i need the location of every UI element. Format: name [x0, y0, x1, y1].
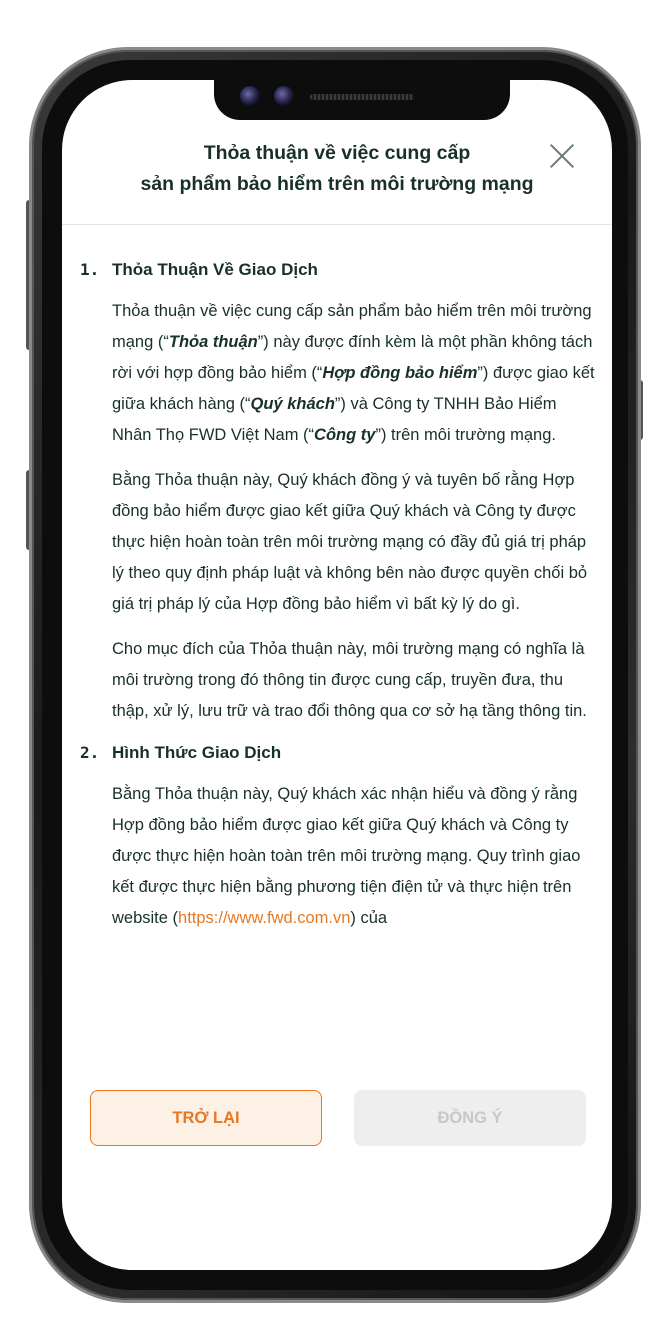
section-1-heading [80, 258, 600, 282]
modal-title-line-1: Thỏa thuận về việc cung cấp [203, 142, 471, 164]
close-icon[interactable] [548, 142, 576, 170]
section-1-title: Thỏa Thuận Về Giao Dịch [112, 260, 318, 279]
section-1-paragraph-2: Bằng Thỏa thuận này, Quý khách đồng ý và tuyên bố rằng Hợp đồng bảo hiểm được giao kết giữa Quý khách và Công ty được thực hiện hoàn toàn trên môi trường mạng có đầy đủ giá trị pháp lý theo quy định pháp luật và không bên nào được quyền chối bỏ giá trị pháp lý của Hợp đồng bảo hiểm vì bất kỳ lý do gì. [112, 471, 588, 613]
section-2-heading [80, 741, 600, 765]
agree-button[interactable]: ĐỒNG Ý [354, 1090, 586, 1146]
paragraph-text: ”) này được đính kèm là một phần không tách rời với hợp đồng bảo hiểm (“ [112, 333, 593, 382]
term-quy-khach: Quý khách [250, 395, 335, 413]
modal-title-line-2: sản phẩm bảo hiểm trên môi trường mạng [140, 173, 534, 195]
camera-icon [274, 86, 294, 106]
phone-screen [62, 80, 612, 1270]
section-2-paragraph-1 [112, 779, 600, 934]
section-2-title: Hình Thức Giao Dịch [112, 743, 282, 762]
fwd-website-link[interactable]: https://www.fwd.com.vn [178, 909, 351, 927]
back-button[interactable]: TRỞ LẠI [90, 1090, 322, 1146]
section-1-paragraph-3: Cho mục đích của Thỏa thuận này, môi trường mạng có nghĩa là môi trường trong đó thông tin được cung cấp, truyền đưa, thu thập, xử lý, lưu trữ và trao đổi thông qua cơ sở hạ tầng thông tin. [112, 640, 587, 720]
paragraph-text: Bằng Thỏa thuận này, Quý khách xác nhận hiểu và đồng ý rằng Hợp đồng bảo hiểm được giao kết giữa Quý khách và Công ty được thực hiện hoàn toàn trên môi trường mạng. Quy trình giao kết được thực hiện bằng phương tiện điện tử và thực hiện trên website ( [112, 785, 581, 927]
notch [214, 80, 510, 120]
modal-header [62, 138, 612, 216]
paragraph-text: ”) trên môi trường mạng. [375, 426, 556, 444]
header-divider [62, 224, 612, 225]
term-hop-dong-bao-hiem: Hợp đồng bảo hiểm [322, 364, 478, 382]
agreement-content[interactable] [80, 258, 600, 1088]
speaker-grille [310, 94, 414, 100]
section-2-number: 2. [80, 743, 100, 762]
section-1-number: 1. [80, 260, 100, 279]
paragraph-text: ”) được giao kết giữa khách hàng (“ [112, 364, 595, 413]
phone-frame [32, 50, 638, 1300]
term-thoa-thuan: Thỏa thuận [168, 333, 258, 351]
paragraph-text: ) của [350, 909, 388, 927]
paragraph-text: ”) và Công ty TNHH Bảo Hiểm Nhân Thọ FWD Việt Nam (“ [112, 395, 557, 444]
term-cong-ty: Công ty [314, 426, 376, 444]
section-1-paragraph-1 [112, 296, 600, 451]
camera-icon [240, 86, 260, 106]
paragraph-text: Thỏa thuận về việc cung cấp sản phẩm bảo hiểm trên môi trường mạng (“ [112, 302, 592, 351]
